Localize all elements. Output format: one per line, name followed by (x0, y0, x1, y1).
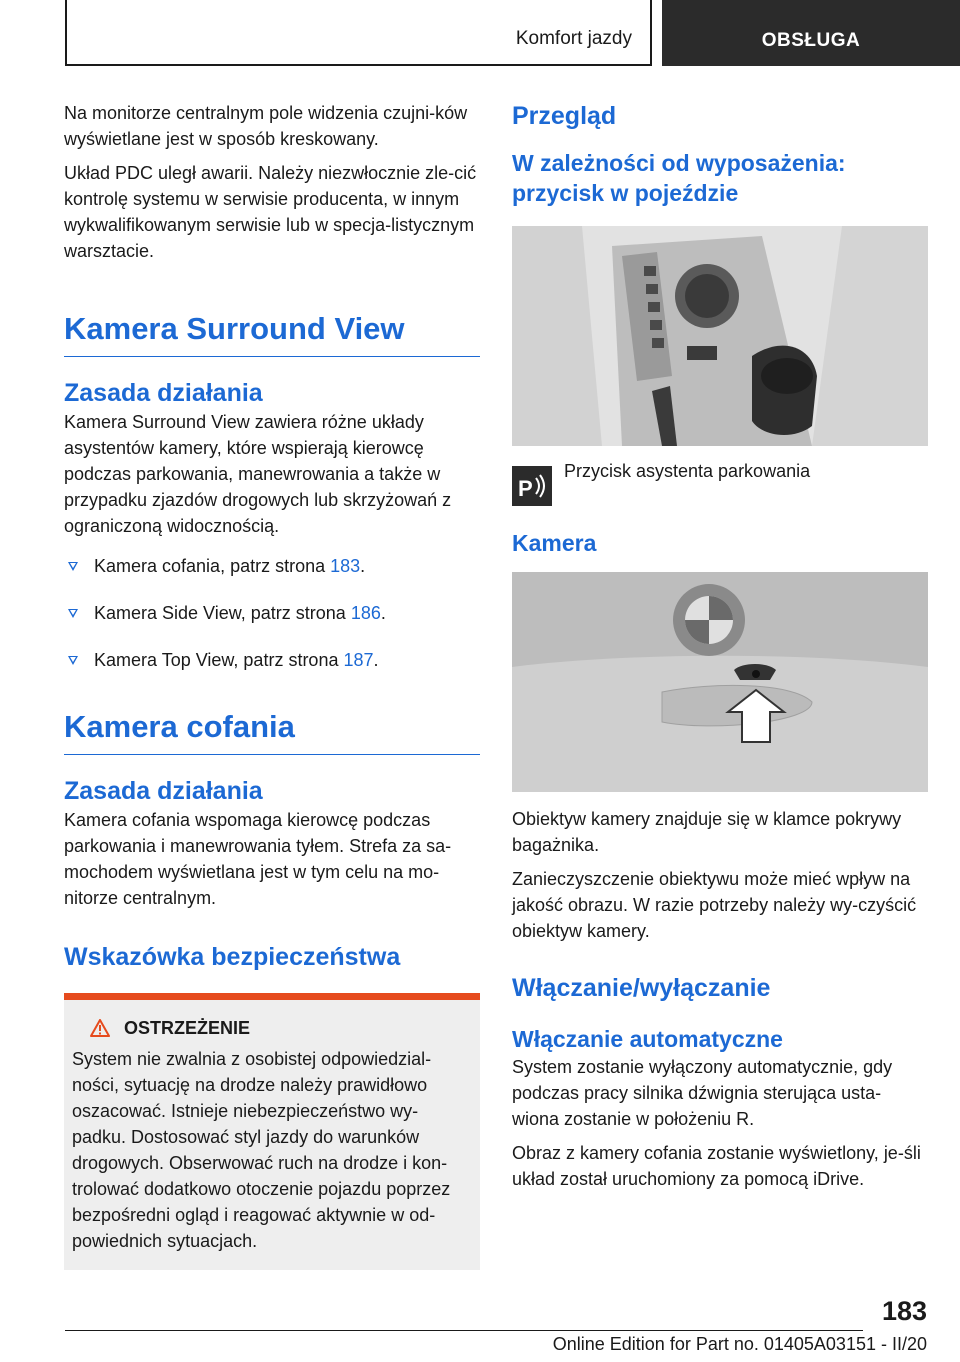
camera-photo (512, 572, 928, 792)
console-illustration (512, 226, 928, 446)
paragraph: Układ PDC uległ awarii. Należy niezwłocznie zle-cić kontrolę systemu w serwisie producenta, w innym wykwalifikowanym serwisie lub w specja-listycznym warsztacie. (64, 163, 477, 261)
heading-equipment-button: W zależności od wyposażenia: przycisk w pojeździe (512, 150, 846, 206)
heading-auto-on: Włączanie automatyczne (512, 1026, 783, 1052)
heading-principle: Zasada działania (64, 777, 263, 805)
page-link[interactable]: 183 (330, 556, 361, 576)
header-chapter-title: OBSŁUGA (761, 30, 861, 51)
bullet-triangle-icon (68, 609, 78, 618)
console-photo (512, 226, 928, 446)
warning-header (72, 1016, 470, 1040)
header-chapter-tab (662, 0, 960, 66)
paragraph: Obraz z kamery cofania zostanie wyświetlony, je-śli układ został uruchomiony za pomocą iDrive. (512, 1143, 921, 1189)
heading-camera: Kamera (512, 530, 597, 556)
bullet-triangle-icon (68, 656, 78, 665)
paragraph: Na monitorze centralnym pole widzenia czujni-ków wyświetlane jest w sposób kreskowany. (64, 103, 468, 149)
paragraph: Obiektyw kamery znajduje się w klamce pokrywy bagażnika. (512, 809, 902, 855)
parking-assistant-button-icon (512, 466, 552, 506)
heading-surround-view: Kamera Surround View (64, 310, 480, 357)
list-item: Kamera cofania, patrz strona 183. (64, 553, 480, 579)
paragraph: Zanieczyszczenie obiektywu może mieć wpływ na jakość obrazu. W razie potrzeby należy wy-czyścić obiektyw kamery. (512, 869, 917, 941)
page-header (65, 0, 960, 66)
paragraph: Kamera cofania wspomaga kierowcę podczas parkowania i manewrowania tyłem. Strefa za sa-mochodem wyświetlana jest w tym celu na mo-nitorze centralnym. (64, 810, 452, 908)
page-link[interactable]: 186 (350, 603, 381, 623)
paragraph: Kamera Surround View zawiera różne układy asystentów kamery, które wspierają kierowcę podczas parkowania, manewrowania a także w przypadku zjazdów drogowych lub skrzyżowań z ograniczoną widocznością. (64, 412, 452, 536)
header-section-box (65, 0, 652, 66)
button-caption-row (512, 461, 928, 506)
warning-triangle-icon (90, 1019, 110, 1037)
footer-edition: Online Edition for Part no. 01405A03151 - II/20 (552, 1334, 927, 1354)
heading-safety: Wskazówka bezpieczeństwa (64, 943, 401, 971)
left-column (64, 100, 480, 1270)
bullet-list (64, 553, 480, 673)
warning-box (64, 993, 480, 1270)
button-caption: Przycisk asystenta parkowania (564, 461, 811, 481)
warning-title: OSTRZEŻENIE (124, 1018, 251, 1038)
heading-on-off: Włączanie/wyłączanie (512, 974, 771, 1002)
svg-text:P: P (518, 476, 533, 501)
paragraph: System zostanie wyłączony automatycznie, gdy podczas pracy silnika dźwignia sterująca usta-wiona zostanie w położeniu R. (512, 1057, 893, 1129)
warning-text: System nie zwalnia z osobistej odpowiedzial-ności, sytuację na drodze należy prawidłowo oszacować. Istnieje niebezpieczeństwo wy-padku. Dostosować styl jazdy do warunków drogowych. Obserwować ruch na drodze i kon-trolować dodatkowo otoczenie pojazdu poprzez bezpośredni ogląd i reagować aktywnie w od-powiednich sytuacjach. (72, 1049, 451, 1251)
list-item: Kamera Side View, patrz strona 186. (64, 600, 480, 626)
heading-principle: Zasada działania (64, 379, 263, 407)
bullet-triangle-icon (68, 562, 78, 571)
header-section-title: Komfort jazdy (515, 28, 632, 49)
page-number: 183 (881, 1296, 927, 1326)
footer-divider (65, 1330, 863, 1331)
heading-overview: Przegląd (512, 102, 617, 130)
trunk-camera-illustration (512, 572, 928, 792)
right-column (512, 100, 928, 1200)
page-link[interactable]: 187 (343, 650, 374, 670)
list-item: Kamera Top View, patrz strona 187. (64, 647, 480, 673)
footer (0, 1334, 927, 1355)
heading-rear-camera: Kamera cofania (64, 708, 480, 755)
